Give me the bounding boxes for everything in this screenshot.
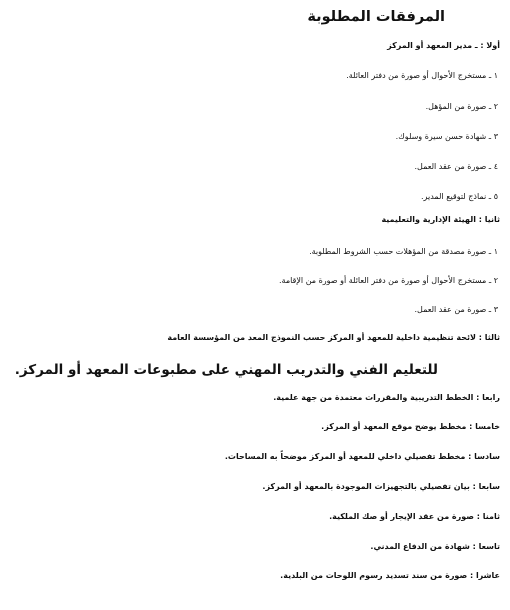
section1-heading: أولا : ـ مدير المعهد أو المركز [387, 41, 500, 50]
document-title: المرفقات المطلوبة [307, 9, 445, 25]
section2-item-2: ٢ ـ مستخرج الأحوال أو صورة من دفتر العائلة أو صورة من الإقامة. [278, 276, 498, 285]
item-tasian: تاسعا : شهادة من الدفاع المدني. [370, 542, 500, 551]
section2-item-1: ١ ـ صورة مصدقة من المؤهلات حسب الشروط المطلوبة. [309, 247, 498, 256]
item-ashiran: عاشرا : صورة من سند تسديد رسوم اللوحات من البلدية. [280, 571, 500, 580]
item-khamisan: خامسا : مخطط يوضح موقع المعهد أو المركز. [321, 422, 500, 431]
section3-line-2: للتعليم الفني والتدريب المهني على مطبوعات المعهد أو المركز. [14, 362, 438, 378]
section1-item-3: ٣ ـ شهادة حسن سيرة وسلوك. [395, 132, 498, 141]
section1-item-5: ٥ ـ نماذج لتوقيع المدير. [421, 192, 498, 201]
section2-heading: ثانيا : الهيئة الإدارية والتعليمية [381, 215, 500, 224]
section1-item-2: ٢ ـ صورة من المؤهل. [425, 102, 498, 111]
item-sadisan: سادسا : مخطط تفصيلي داخلي للمعهد أو المركز موضحاً به المساحات. [224, 452, 500, 461]
item-thaminan: ثامنا : صورة من عقد الإيجار أو صك الملكية. [329, 512, 500, 521]
section3-line-1: ثالثا : لائحة تنظيمية داخلية للمعهد أو المركز حسب النموذج المعد من المؤسسة العامة [167, 333, 500, 342]
item-sabian: سابعا : بيان تفصيلي بالتجهيزات الموجودة بالمعهد أو المركز. [262, 482, 500, 491]
section1-item-1: ١ ـ مستخرج الأحوال أو صورة من دفتر العائلة. [346, 71, 498, 80]
section2-item-3: ٣ ـ صورة من عقد العمل. [414, 305, 498, 314]
section1-item-4: ٤ ـ صورة من عقد العمل. [414, 162, 498, 171]
item-rabian: رابعا : الخطط التدريبية والمقررات معتمدة من جهة علمية. [273, 393, 500, 402]
